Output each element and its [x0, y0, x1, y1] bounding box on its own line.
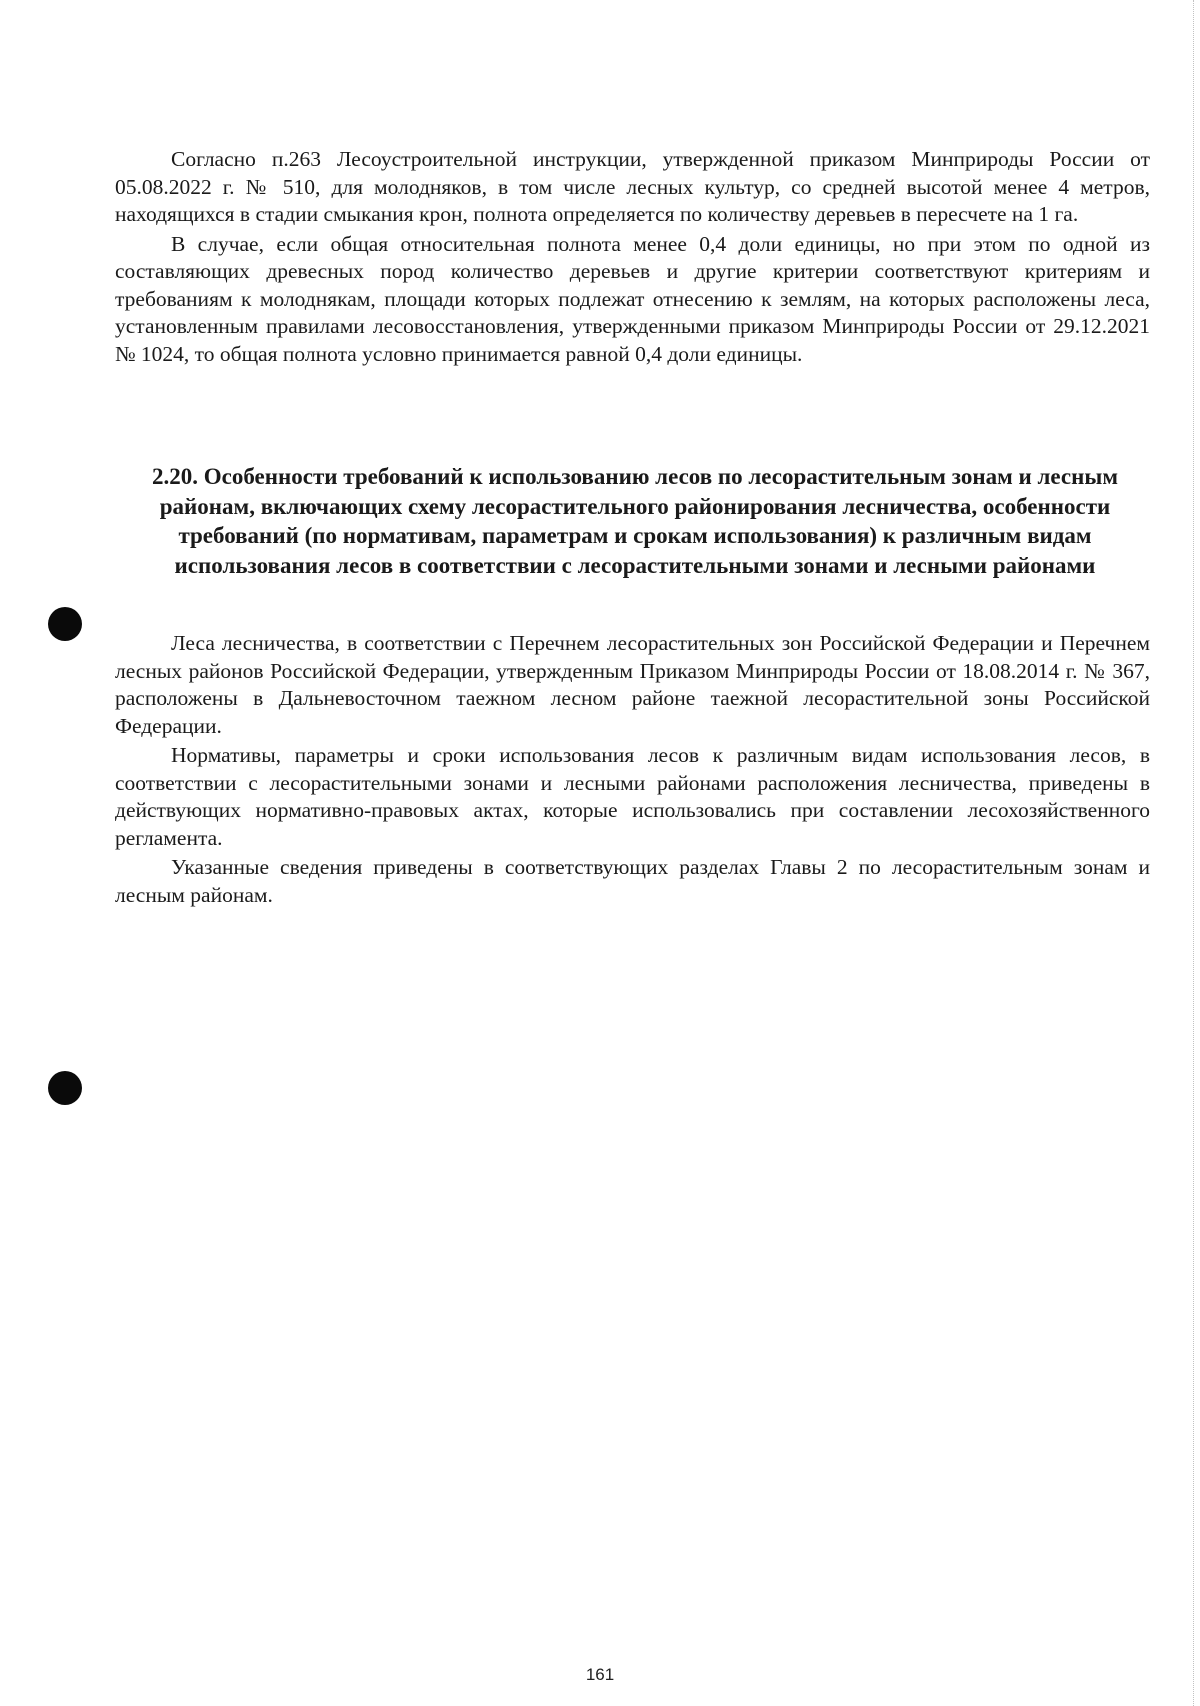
section-heading-2-20: 2.20. Особенности требований к использованию лесов по лесорастительным зонам и лесным районам, включающих схему лесорастительного районирования лесничества, особенности требований (по нормативам, параметрам и срокам использования) к различным видам использования лесов в соответствии с лесорастительными зонами и лесными районами: [152, 464, 1118, 578]
paragraph-references: Указанные сведения приведены в соответствующих разделах Главы 2 по лесорастительным зонам и лесным районам.: [115, 855, 1150, 907]
binder-hole-mark: [48, 1071, 82, 1105]
paragraph-standards: Нормативы, параметры и сроки использования лесов к различным видам использования лесов, в соответствии с лесорастительными зонами и лесными районами расположения лесничества, приведены в действующих нормативно-правовых актах, которые использовались при составлении лесохозяйственного регламента.: [115, 743, 1150, 850]
page-number: 161: [585, 1665, 615, 1684]
paragraph-relative-density: В случае, если общая относительная полнота менее 0,4 доли единицы, но при этом по одной из составляющих древесных пород количество деревьев и другие критерии соответствуют критериям и требованиям к молоднякам, площади которых подлежат отнесению к землям, на которых расположены леса, установленным правилами лесовосстановления, утвержденными приказом Минприроды России от 29.12.2021 № 1024, то общая полнота условно принимается равной 0,4 доли единицы.: [115, 231, 1150, 366]
binder-hole-mark: [48, 607, 82, 641]
paragraph-inventory-instruction: Согласно п.263 Лесоустроительной инструкции, утвержденной приказом Минприроды России от 05.08.2022 г. № 510, для молодняков, в том числе лесных культур, со средней высотой менее 4 метров, находящихся в стадии смыкания крон, полнота определяется по количеству деревьев в пересчете на 1 га.: [115, 147, 1150, 226]
section-body-text-block: [115, 630, 1150, 911]
intro-text-block: [115, 146, 1150, 370]
scan-edge-marks: [1173, 0, 1194, 1706]
paragraph-forest-zones: Леса лесничества, в соответствии с Перечнем лесорастительных зон Российской Федерации и Перечнем лесных районов Российской Федерации, утвержденным Приказом Минприроды России от 18.08.2014 г. № 367, расположены в Дальневосточном таежном лесном районе таежной лесорастительной зоны Российской Федерации.: [115, 631, 1150, 738]
